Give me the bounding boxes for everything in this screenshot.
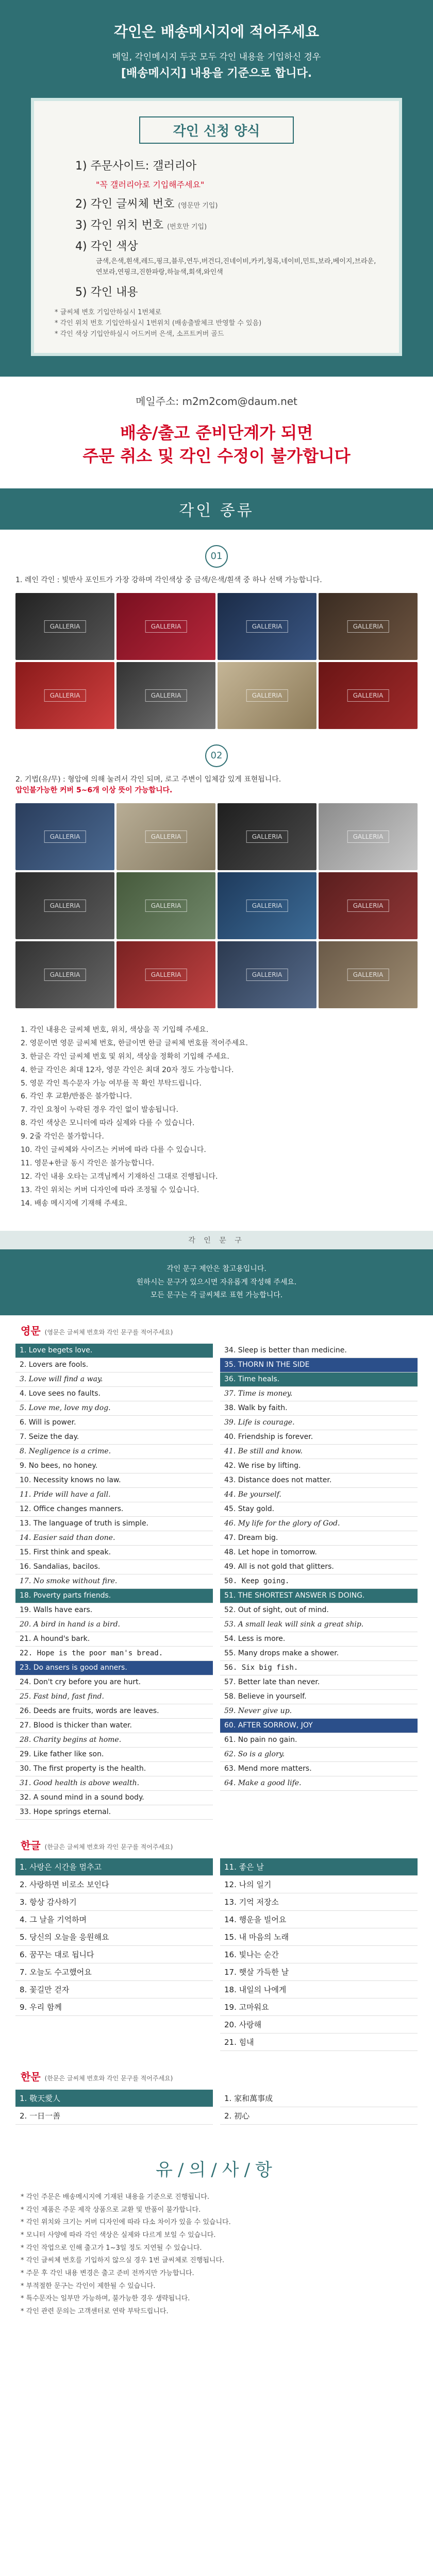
sample-stamp: GALLERIA bbox=[347, 900, 389, 912]
phrase-item: 2. 初心 bbox=[220, 2107, 418, 2125]
phrase-item: 9. 우리 함께 bbox=[15, 1998, 213, 2016]
phrase-item: 17. 햇살 가득한 날 bbox=[220, 1963, 418, 1981]
phrases-intro-line2: 원하시는 문구가 있으시면 자유롭게 작성해 주세요. bbox=[136, 1278, 297, 1286]
caution-item: * 각인 제품은 주문 제작 상품으로 교환 및 반품이 불가합니다. bbox=[21, 2206, 201, 2214]
notice-line1: 메일, 각인메시지 두곳 모두 각인 내용을 기입하신 경우 bbox=[112, 52, 321, 62]
phrase-item: 15. First think and speak. bbox=[15, 1546, 213, 1560]
notice-title: 각인은 배송메시지에 적어주세요 bbox=[113, 23, 320, 40]
caution-list bbox=[0, 2191, 433, 2339]
phrase-item: 59. Never give up. bbox=[220, 1704, 418, 1719]
sample-photo bbox=[319, 803, 418, 870]
phrase-item: 47. Dream big. bbox=[220, 1531, 418, 1546]
sample-photo bbox=[319, 872, 418, 939]
phrase-item: 1. 家和萬事成 bbox=[220, 2090, 418, 2107]
form-note-1: * 글씨체 변호 기입안하실시 1번체로 bbox=[55, 308, 162, 316]
notice-line2: [배송메시지] 내용을 기준으로 합니다. bbox=[121, 67, 312, 80]
form-line-position-sub: (번호만 기입) bbox=[167, 223, 207, 231]
phrase-item: 5. Love me, love my dog. bbox=[15, 1401, 213, 1416]
form-line-color: 4) 각인 색상 bbox=[75, 240, 138, 253]
phrase-item: 8. Negligence is a crime. bbox=[15, 1445, 213, 1459]
hanja-phrases-right bbox=[220, 2090, 418, 2125]
english-label-text: 영문 bbox=[21, 1324, 41, 1337]
sample-stamp: GALLERIA bbox=[44, 689, 86, 702]
rule-item: 14. 배송 메시지에 기재해 주세요. bbox=[21, 1199, 127, 1208]
phrase-item: 51. THE SHORTEST ANSWER IS DOING. bbox=[220, 1589, 418, 1603]
sample-stamp: GALLERIA bbox=[246, 831, 288, 843]
phrase-item: 61. No pain no gain. bbox=[220, 1733, 418, 1748]
rule-item: 12. 각인 내용 오타는 고객님께서 기재하신 그대로 진행됩니다. bbox=[21, 1172, 218, 1181]
phrase-item: 62. So is a glory. bbox=[220, 1748, 418, 1762]
english-phrases-right bbox=[220, 1344, 418, 1820]
phrase-item: 1. Love begets love. bbox=[15, 1344, 213, 1358]
caution-item: * 특수문자는 일부만 가능하며, 불가능한 경우 생략됩니다. bbox=[21, 2295, 190, 2303]
phrase-item: 45. Stay gold. bbox=[220, 1502, 418, 1517]
phrase-item: 3. Love will find a way. bbox=[15, 1372, 213, 1387]
type1-photo-grid bbox=[0, 593, 433, 729]
caution-item: * 모니터 사양에 따라 각인 색상은 실제와 다르게 보일 수 있습니다. bbox=[21, 2231, 216, 2240]
phrase-item: 3. 항상 감사하기 bbox=[15, 1893, 213, 1911]
sample-photo bbox=[116, 941, 215, 1008]
phrase-item: 1. 사랑은 시간을 멈추고 bbox=[15, 1858, 213, 1876]
hanja-phrases bbox=[0, 2086, 433, 2135]
form-line-position bbox=[75, 216, 378, 232]
phrase-item: 60. AFTER SORROW, JOY bbox=[220, 1719, 418, 1733]
form-title: 각인 신청 양식 bbox=[139, 116, 294, 144]
engraving-rules bbox=[0, 1008, 433, 1221]
form-section bbox=[0, 98, 433, 377]
caution-item: * 각인 주문은 배송메시지에 기재된 내용을 기준으로 진행됩니다. bbox=[21, 2193, 210, 2201]
phrase-item: 42. We rise by lifting. bbox=[220, 1459, 418, 1473]
phrase-item: 64. Make a good life. bbox=[220, 1776, 418, 1791]
sample-photo bbox=[218, 593, 317, 660]
sample-stamp: GALLERIA bbox=[145, 831, 187, 843]
sample-stamp: GALLERIA bbox=[145, 900, 187, 912]
sample-stamp: GALLERIA bbox=[44, 620, 86, 633]
sample-photo bbox=[218, 941, 317, 1008]
phrase-item: 33. Hope springs eternal. bbox=[15, 1805, 213, 1820]
sample-stamp: GALLERIA bbox=[347, 969, 389, 981]
phrase-item: 14. 행운을 빌어요 bbox=[220, 1911, 418, 1928]
phrase-item: 56. Six big fish. bbox=[220, 1661, 418, 1675]
form-note-2: * 각인 위치 번호 기입안하실시 1번위치 (배송출발체크 반영할 수 있음) bbox=[55, 319, 262, 327]
sample-photo bbox=[218, 803, 317, 870]
caution-item: * 각인 관련 문의는 고객센터로 연락 부탁드립니다. bbox=[21, 2308, 169, 2316]
phrase-item: 55. Many drops make a shower. bbox=[220, 1647, 418, 1661]
phrase-item: 41. Be still and know. bbox=[220, 1445, 418, 1459]
hanja-label-text: 한문 bbox=[21, 2070, 41, 2083]
form-line-position-label: 3) 각인 위치 번호 bbox=[75, 219, 164, 232]
rule-item: 4. 한글 각인은 최대 12자, 영문 각인은 최대 20자 정도 가능합니다. bbox=[21, 1065, 234, 1074]
phrase-item: 4. Love sees no faults. bbox=[15, 1387, 213, 1401]
phrase-item: 2. Lovers are fools. bbox=[15, 1358, 213, 1372]
phrase-item: 11. Pride will have a fall. bbox=[15, 1488, 213, 1502]
korean-phrases-left bbox=[15, 1858, 213, 2051]
caution-item: * 각인 위치와 크기는 커버 디자인에 따라 다소 차이가 있을 수 있습니다. bbox=[21, 2218, 231, 2227]
english-phrases bbox=[0, 1340, 433, 1830]
email-address: 메일주소: m2m2com@daum.net bbox=[136, 395, 297, 408]
phrase-item: 23. Do ansers is good anners. bbox=[15, 1661, 213, 1675]
phrase-item: 12. 나의 일기 bbox=[220, 1876, 418, 1893]
sample-photo bbox=[116, 593, 215, 660]
phrase-item: 19. 고마워요 bbox=[220, 1998, 418, 2016]
sample-stamp: GALLERIA bbox=[246, 689, 288, 702]
phrase-item: 5. 당신의 오늘을 응원해요 bbox=[15, 1928, 213, 1946]
warning-line2: 주문 취소 및 각인 수정이 불가합니다 bbox=[82, 446, 351, 466]
top-notice bbox=[0, 0, 433, 98]
sample-stamp: GALLERIA bbox=[145, 689, 187, 702]
phrases-head: 각 인 문 구 bbox=[0, 1231, 433, 1249]
phrase-item: 11. 좋은 날 bbox=[220, 1858, 418, 1876]
sample-stamp: GALLERIA bbox=[246, 969, 288, 981]
phrase-item: 9. No bees, no honey. bbox=[15, 1459, 213, 1473]
phrase-item: 1. 敬天愛人 bbox=[15, 2090, 213, 2107]
phrase-item: 20. A bird in hand is a bird. bbox=[15, 1618, 213, 1632]
phrase-item: 49. All is not gold that glitters. bbox=[220, 1560, 418, 1574]
form-note-3: * 각인 색상 기입안하실시 어드커버 은색, 소프트커버 골드 bbox=[55, 330, 224, 338]
type-caption-2 bbox=[0, 774, 433, 803]
phrase-item: 15. 내 마음의 노래 bbox=[220, 1928, 418, 1946]
phrase-item: 63. Mend more matters. bbox=[220, 1762, 418, 1776]
type-caption-2-text: 2. 기법(유/무) : 형압에 의해 눌려서 각인 되며, 로고 주변이 입체감 있게 표현됩니다. bbox=[15, 775, 281, 784]
phrase-item: 21. A hound's bark. bbox=[15, 1632, 213, 1647]
sample-stamp: GALLERIA bbox=[347, 689, 389, 702]
sample-photo bbox=[15, 803, 114, 870]
phrase-item: 28. Charity begins at home. bbox=[15, 1733, 213, 1748]
phrase-item: 44. Be yourself. bbox=[220, 1488, 418, 1502]
sample-photo bbox=[116, 803, 215, 870]
phrase-item: 24. Don't cry before you are hurt. bbox=[15, 1675, 213, 1690]
phrase-item: 16. Sandalias, bacilos. bbox=[15, 1560, 213, 1574]
sample-stamp: GALLERIA bbox=[44, 900, 86, 912]
phrase-item: 13. The language of truth is simple. bbox=[15, 1517, 213, 1531]
caution-item: * 각인 작업으로 인해 출고가 1~3일 정도 지연될 수 있습니다. bbox=[21, 2244, 202, 2252]
phrase-item: 6. Will is power. bbox=[15, 1416, 213, 1430]
phrase-item: 20. 사랑해 bbox=[220, 2016, 418, 2033]
sample-photo bbox=[218, 662, 317, 729]
form-line-site-example: "꼭 갤러리아로 기입해주세요" bbox=[96, 180, 205, 190]
english-label bbox=[0, 1315, 433, 1340]
phrase-item: 13. 기억 저장소 bbox=[220, 1893, 418, 1911]
form-line-font bbox=[75, 195, 378, 211]
form-line-font-sub: (영문만 기입) bbox=[178, 202, 218, 210]
sample-photo bbox=[116, 872, 215, 939]
phrase-item: 53. A small leak will sink a great ship. bbox=[220, 1618, 418, 1632]
phrase-item: 4. 그 날을 기억하며 bbox=[15, 1911, 213, 1928]
phrase-item: 37. Time is money. bbox=[220, 1387, 418, 1401]
caution-item: * 부적절한 문구는 각인이 제한될 수 있습니다. bbox=[21, 2282, 156, 2290]
phrase-item: 54. Less is more. bbox=[220, 1632, 418, 1647]
form-line-site: 1) 주문사이트: 갤러리아 bbox=[75, 160, 197, 173]
rule-item: 3. 한글은 각인 글씨체 번호 및 위치, 색상을 정확히 기입해 주세요. bbox=[21, 1052, 229, 1061]
phrase-item: 7. Seize the day. bbox=[15, 1430, 213, 1445]
phrase-item: 57. Better late than never. bbox=[220, 1675, 418, 1690]
korean-phrases bbox=[0, 1854, 433, 2061]
phrase-item: 58. Believe in yourself. bbox=[220, 1690, 418, 1704]
sample-photo bbox=[15, 941, 114, 1008]
phrase-item: 36. Time heals. bbox=[220, 1372, 418, 1387]
rule-item: 2. 영문이면 영문 글씨체 번호, 한글이면 한글 글씨체 번호를 적어주세요. bbox=[21, 1039, 248, 1047]
rule-item: 6. 각인 후 교환/반품은 불가합니다. bbox=[21, 1092, 132, 1101]
phrase-item: 12. Office changes manners. bbox=[15, 1502, 213, 1517]
sample-photo bbox=[15, 662, 114, 729]
caution-item: * 각인 글씨체 번호를 기입하지 않으실 경우 1번 글씨체로 진행됩니다. bbox=[21, 2257, 225, 2265]
hanja-phrases-left bbox=[15, 2090, 213, 2125]
sample-photo bbox=[319, 662, 418, 729]
korean-label-text: 한글 bbox=[21, 1839, 41, 1852]
rule-item: 10. 각인 글씨체와 사이즈는 커버에 따라 다를 수 있습니다. bbox=[21, 1145, 206, 1154]
phrase-item: 8. 꽃길만 걷자 bbox=[15, 1981, 213, 1998]
phrase-item: 26. Deeds are fruits, words are leaves. bbox=[15, 1704, 213, 1719]
warning-line1: 배송/출고 준비단계가 되면 bbox=[120, 423, 313, 443]
phrase-item: 14. Easier said than done. bbox=[15, 1531, 213, 1546]
phrase-item: 21. 힘내 bbox=[220, 2033, 418, 2051]
phrase-item: 17. No smoke without fire. bbox=[15, 1574, 213, 1589]
sample-stamp: GALLERIA bbox=[145, 620, 187, 633]
rule-item: 1. 각인 내용은 글씨체 번호, 위치, 색상을 꼭 기입해 주세요. bbox=[21, 1025, 209, 1034]
phrase-item: 40. Friendship is forever. bbox=[220, 1430, 418, 1445]
phrase-item: 39. Life is courage. bbox=[220, 1416, 418, 1430]
type2-photo-grid bbox=[0, 803, 433, 1008]
hanja-label-sub: (한문은 글씨체 번호와 각인 문구를 적어주세요) bbox=[44, 2074, 173, 2082]
phrase-item: 25. Fast bind, fast find. bbox=[15, 1690, 213, 1704]
sample-stamp: GALLERIA bbox=[44, 969, 86, 981]
phrase-item: 22. Hope is the poor man's bread. bbox=[15, 1647, 213, 1661]
korean-label bbox=[0, 1830, 433, 1854]
phrase-item: 16. 빛나는 순간 bbox=[220, 1946, 418, 1963]
type-caption-2-red: 압인불가능한 커버 5~6개 이상 뜻이 가능합니다. bbox=[15, 786, 173, 794]
form-line-font-label: 2) 각인 글씨체 번호 bbox=[75, 198, 175, 211]
rule-item: 5. 영문 각인 특수문자 가능 여부를 꼭 확인 부탁드립니다. bbox=[21, 1079, 202, 1088]
english-label-sub: (영문은 글씨체 번호와 각인 문구를 적어주세요) bbox=[44, 1328, 173, 1336]
phrase-item: 43. Distance does not matter. bbox=[220, 1473, 418, 1488]
sample-photo bbox=[116, 662, 215, 729]
sample-stamp: GALLERIA bbox=[246, 620, 288, 633]
phrase-item: 2. 一日一善 bbox=[15, 2107, 213, 2125]
phrase-item: 6. 꿈꾸는 대로 됩니다 bbox=[15, 1946, 213, 1963]
type-number-2: 02 bbox=[205, 744, 228, 767]
phrase-item: 34. Sleep is better than medicine. bbox=[220, 1344, 418, 1358]
phrase-item: 10. Necessity knows no law. bbox=[15, 1473, 213, 1488]
korean-phrases-right bbox=[220, 1858, 418, 2051]
sample-photo bbox=[218, 872, 317, 939]
english-phrases-left bbox=[15, 1344, 213, 1820]
caution-title: 유/의/사/항 bbox=[156, 2159, 277, 2180]
korean-label-sub: (한글은 글씨체 번호와 각인 문구를 적어주세요) bbox=[44, 1843, 173, 1851]
phrase-item: 19. Walls have ears. bbox=[15, 1603, 213, 1618]
sample-photo bbox=[15, 593, 114, 660]
phrases-intro-line3: 모든 문구는 각 글씨체로 표현 가능합니다. bbox=[150, 1291, 283, 1299]
sample-photo bbox=[319, 593, 418, 660]
color-list: 금색,은색,흰색,레드,핑크,블루,연두,버건디,진네이비,카키,청록,네이비,민트,보라,베이지,브라운,연보라,연핑크,진한파랑,하늘색,회색,와인색 bbox=[96, 258, 376, 277]
types-banner: 각인 종류 bbox=[0, 488, 433, 530]
rule-item: 7. 각인 요청이 누락된 경우 각인 없이 발송됩니다. bbox=[21, 1106, 178, 1114]
phrase-item: 38. Walk by faith. bbox=[220, 1401, 418, 1416]
phrase-item: 35. THORN IN THE SIDE bbox=[220, 1358, 418, 1372]
phrase-item: 29. Like father like son. bbox=[15, 1748, 213, 1762]
phrase-item: 48. Let hope in tomorrow. bbox=[220, 1546, 418, 1560]
phrase-item: 32. A sound mind in a sound body. bbox=[15, 1791, 213, 1805]
phrase-item: 2. 사랑하면 비로소 보인다 bbox=[15, 1876, 213, 1893]
sample-stamp: GALLERIA bbox=[246, 900, 288, 912]
cancel-warning bbox=[0, 421, 433, 488]
sample-stamp: GALLERIA bbox=[347, 620, 389, 633]
phrases-intro-line1: 각인 문구 제안은 참고용입니다. bbox=[166, 1265, 267, 1274]
sample-stamp: GALLERIA bbox=[44, 831, 86, 843]
phrase-item: 18. Poverty parts friends. bbox=[15, 1589, 213, 1603]
rule-item: 11. 영문+한글 동시 각인은 불가능합니다. bbox=[21, 1159, 155, 1167]
sample-stamp: GALLERIA bbox=[145, 969, 187, 981]
phrase-item: 46. My life for the glory of God. bbox=[220, 1517, 418, 1531]
rule-item: 13. 각인 위치는 커버 디자인에 따라 조정될 수 있습니다. bbox=[21, 1185, 199, 1194]
phrase-item: 30. The first property is the health. bbox=[15, 1762, 213, 1776]
phrases-intro bbox=[0, 1249, 433, 1315]
sample-stamp: GALLERIA bbox=[347, 831, 389, 843]
form-notes bbox=[55, 308, 378, 340]
hanja-label bbox=[0, 2061, 433, 2086]
engraving-form-box bbox=[31, 98, 402, 356]
sample-photo bbox=[15, 872, 114, 939]
phrase-item: 52. Out of sight, out of mind. bbox=[220, 1603, 418, 1618]
phrase-item: 50. Keep going. bbox=[220, 1574, 418, 1589]
rule-item: 9. 2줄 각인은 불가합니다. bbox=[21, 1132, 104, 1141]
form-line-content: 5) 각인 내용 bbox=[75, 285, 138, 299]
phrase-item: 18. 내일의 나에게 bbox=[220, 1981, 418, 1998]
sample-photo bbox=[319, 941, 418, 1008]
caution-item: * 주문 후 각인 내용 변경은 출고 준비 전까지만 가능합니다. bbox=[21, 2269, 194, 2278]
type-number-1: 01 bbox=[205, 545, 228, 568]
rule-item: 8. 각인 색상은 모니터에 따라 실제와 다를 수 있습니다. bbox=[21, 1119, 195, 1128]
phrase-item: 27. Blood is thicker than water. bbox=[15, 1719, 213, 1733]
phrase-item: 7. 오늘도 수고했어요 bbox=[15, 1963, 213, 1981]
phrase-item: 31. Good health is above wealth. bbox=[15, 1776, 213, 1791]
type-caption-1: 1. 레인 각인 : 빛반사 포인트가 가장 강하며 각인색상 중 금색/은색/흰색 중 하나 선택 가능합니다. bbox=[15, 575, 322, 584]
